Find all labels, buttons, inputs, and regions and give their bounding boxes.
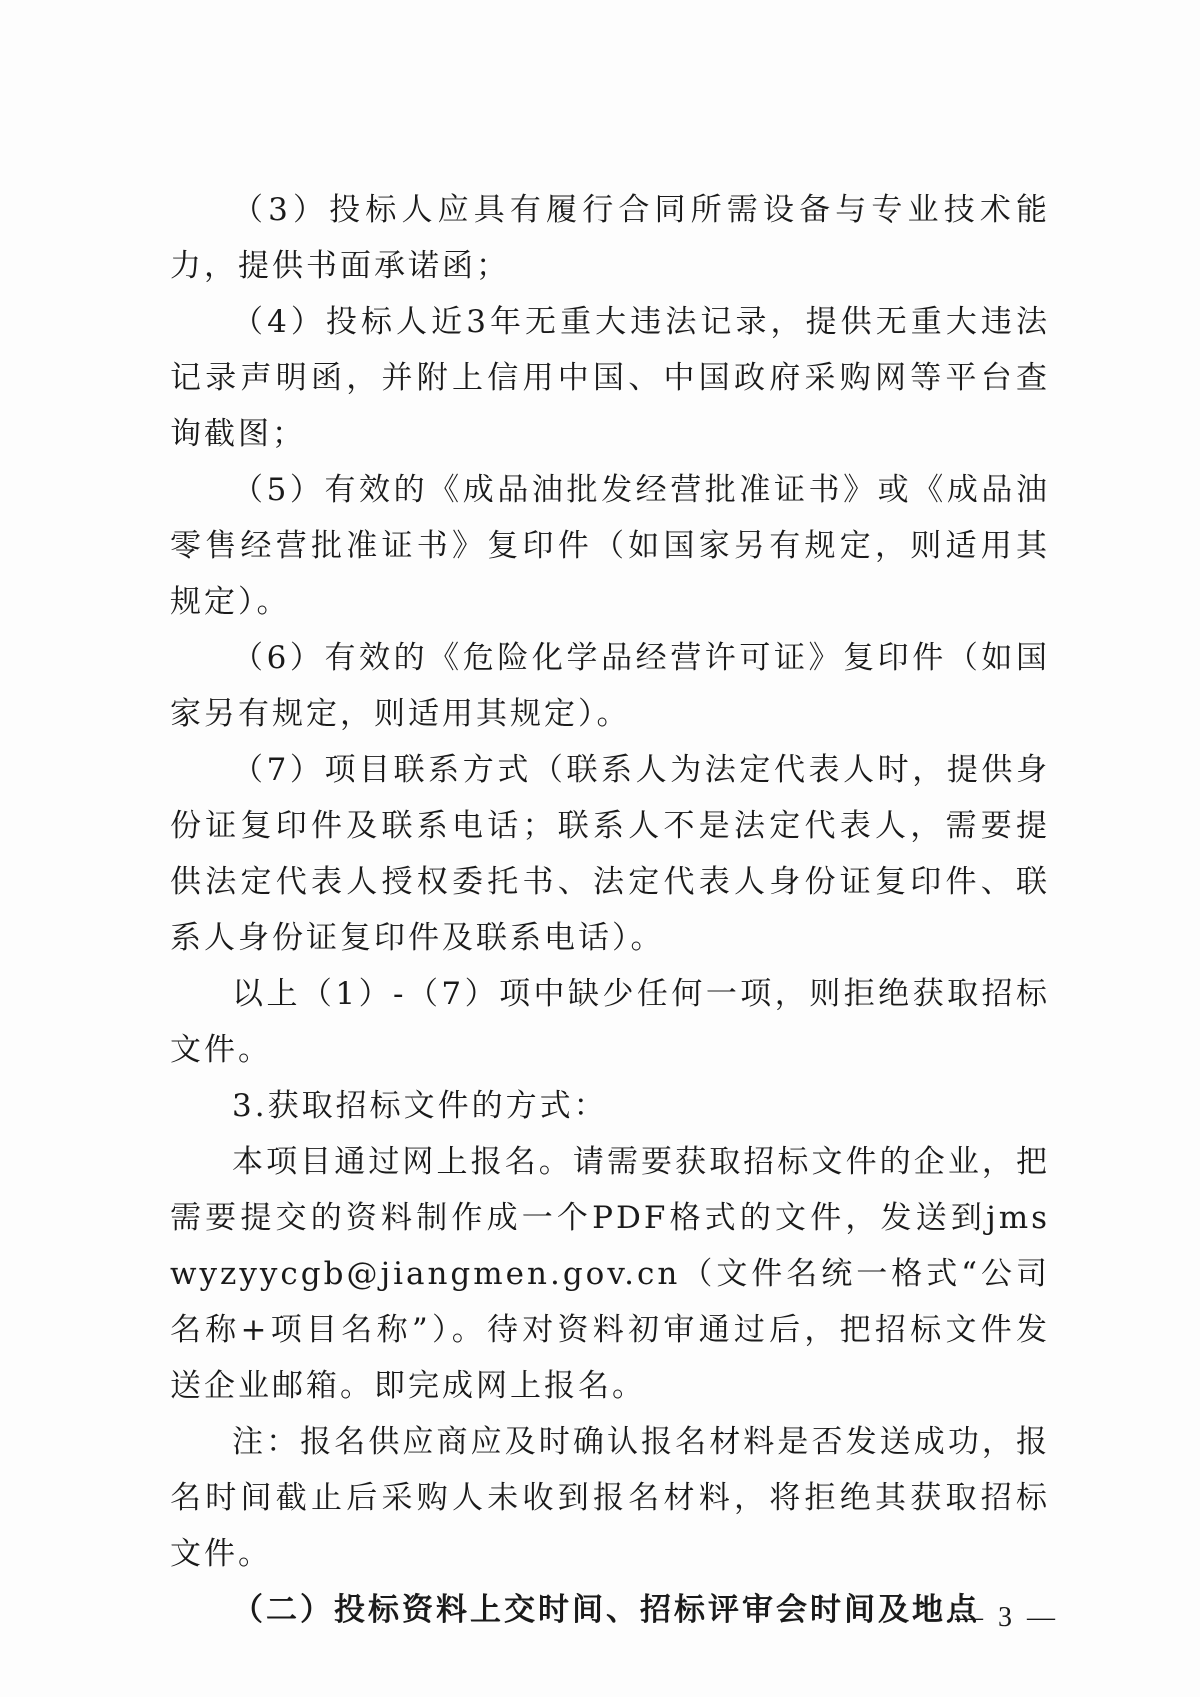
requirement-3: （3）投标人应具有履行合同所需设备与专业技术能力，提供书面承诺函； bbox=[170, 192, 1050, 284]
registration-note: 注：报名供应商应及时确认报名材料是否发送成功，报名时间截止后采购人未收到报名材料，将拒绝其获取招标文件。 bbox=[170, 1424, 1050, 1572]
requirement-5: （5）有效的《成品油批发经营批准证书》或《成品油零售经营批准证书》复印件（如国家另有规定，则适用其规定）。 bbox=[170, 472, 1050, 620]
section-heading-3: 3.获取招标文件的方式： bbox=[232, 1088, 608, 1124]
requirement-summary: 以上（1）-（7）项中缺少任何一项，则拒绝获取招标文件。 bbox=[170, 976, 1050, 1068]
section-heading-2: （二）投标资料上交时间、招标评审会时间及地点 bbox=[232, 1592, 980, 1628]
page-number: — 3 — bbox=[955, 1602, 1059, 1633]
requirement-6: （6）有效的《危险化学品经营许可证》复印件（如国家另有规定，则适用其规定）。 bbox=[170, 640, 1050, 732]
requirement-4: （4）投标人近3年无重大违法记录，提供无重大违法记录声明函，并附上信用中国、中国政府采购网等平台查询截图； bbox=[170, 304, 1050, 452]
registration-instructions: 本项目通过网上报名。请需要获取招标文件的企业，把需要提交的资料制作成一个PDF格式的文件，发送到jmswyzyycgb@jiangmen.gov.cn（文件名统一格式“公司名称+项目名称”）。待对资料初审通过后，把招标文件发送企业邮箱。即完成网上报名。 bbox=[170, 1144, 1050, 1404]
body-text bbox=[170, 182, 1050, 1638]
requirement-7: （7）项目联系方式（联系人为法定代表人时，提供身份证复印件及联系电话；联系人不是法定代表人，需要提供法定代表人授权委托书、法定代表人身份证复印件、联系人身份证复印件及联系电话）。 bbox=[170, 752, 1050, 956]
